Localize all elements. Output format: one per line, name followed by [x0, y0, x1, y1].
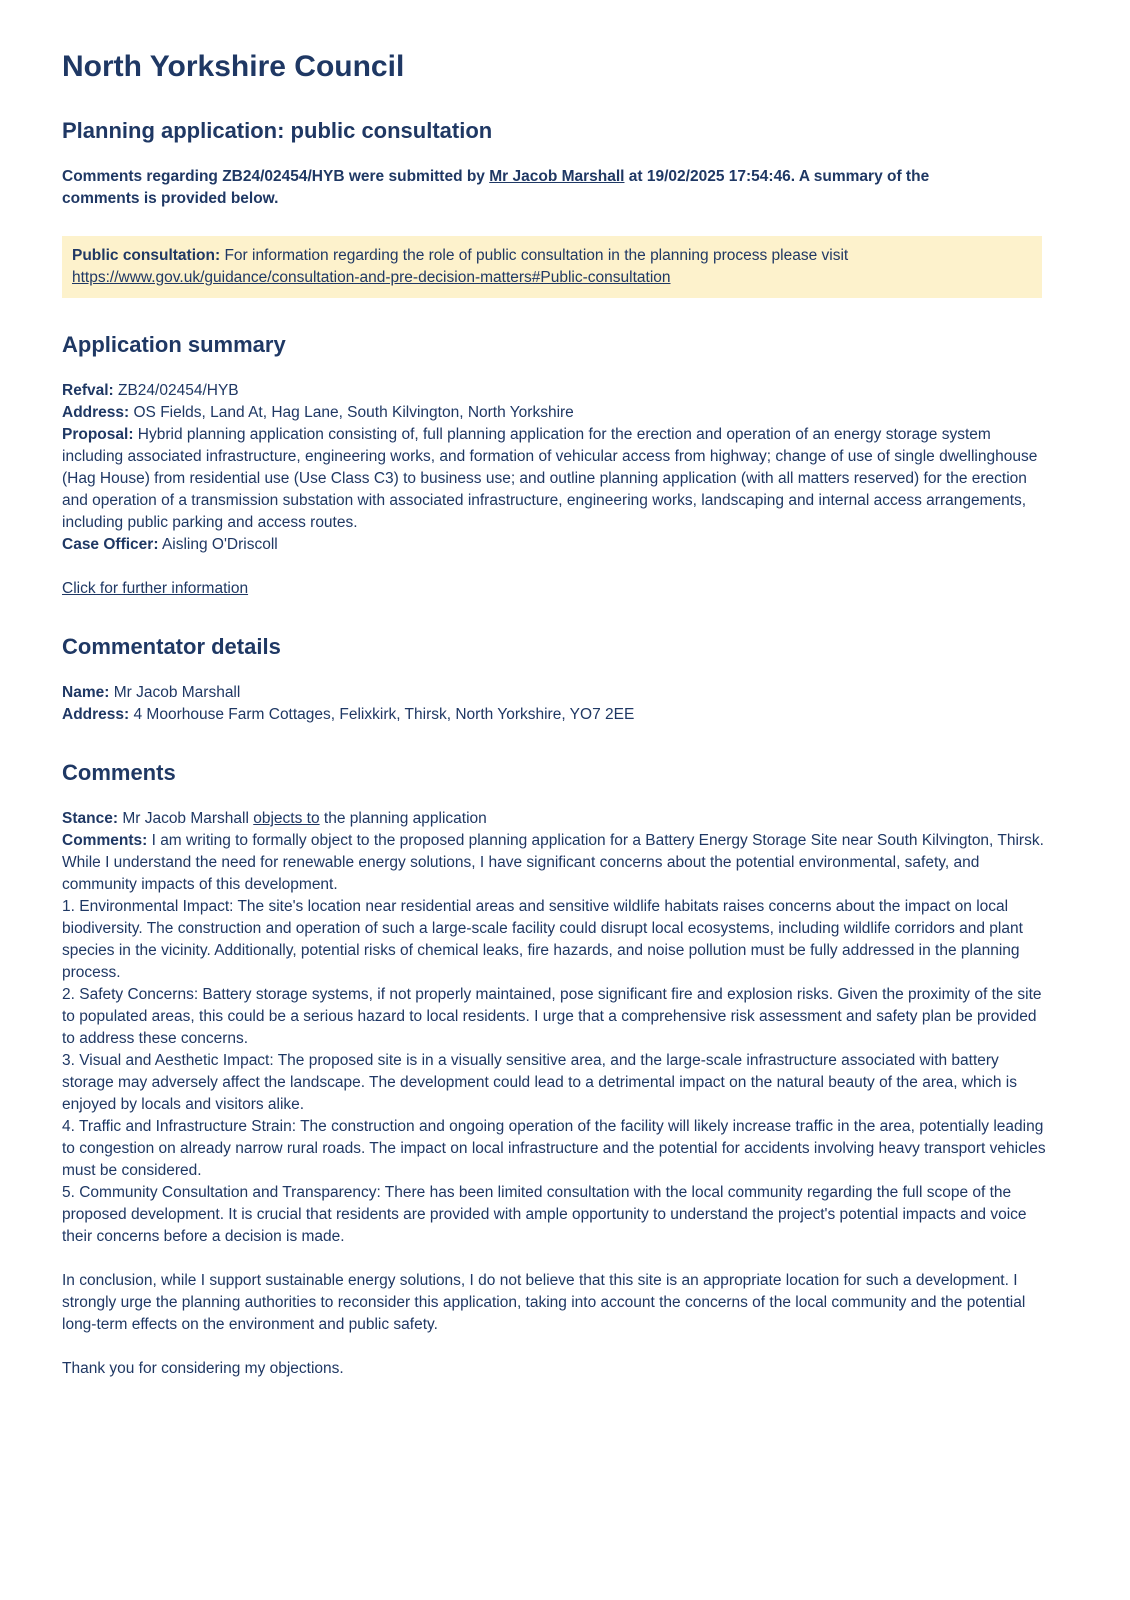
submission-summary-prefix: Comments regarding ZB24/02454/HYB were submitted by — [62, 168, 490, 185]
commentator-details-block — [62, 682, 1052, 726]
stance-label: Stance: — [62, 810, 118, 827]
comments-thanks: Thank you for considering my objections. — [62, 1360, 344, 1377]
comment-item-4: 4. Traffic and Infrastructure Strain: The construction and ongoing operation of the facility will likely increase traffic in the area, potentially leading to congestion on already narrow rural roads. The impact on local infrastructure and the potential for accidents involving heavy transport vehicles must be considered. — [62, 1118, 1046, 1179]
comment-item-1: 1. Environmental Impact: The site's location near residential areas and sensitive wildlife habitats raises concerns about the impact on local biodiversity. The construction and operation of such a large-scale facility could disrupt local ecosystems, including wildlife corridors and plant species in the vicinity. Additionally, potential risks of chemical leaks, fire hazards, and noise pollution must be fully addressed in the planning process. — [62, 898, 1023, 981]
comments-label: Comments: — [62, 832, 148, 849]
section-heading-application-summary: Application summary — [62, 332, 286, 357]
field-commentator-name-label: Name: — [62, 684, 110, 701]
field-site-address — [62, 402, 1052, 424]
notice-label: Public consultation: — [72, 247, 221, 264]
stance-prefix: Mr Jacob Marshall — [122, 810, 254, 827]
comments-intro-text: I am writing to formally object to the proposed planning application for a Battery Energy Storage Site near South Kilvington, Thirsk. While I understand the need for renewable energy solutions, I have significant concerns about the potential environmental, safety, and community impacts of this development. — [62, 832, 1044, 893]
section-heading-commentator-details: Commentator details — [62, 634, 281, 659]
field-case-officer-value: Aisling O'Driscoll — [161, 536, 278, 553]
field-commentator-address-value: 4 Moorhouse Farm Cottages, Felixkirk, Thirsk, North Yorkshire, YO7 2EE — [133, 706, 635, 723]
field-case-officer-label: Case Officer: — [62, 536, 159, 553]
field-commentator-name-value: Mr Jacob Marshall — [113, 684, 241, 701]
field-commentator-address — [62, 704, 1052, 726]
field-case-officer — [62, 534, 1052, 556]
application-summary-block — [62, 380, 1052, 600]
field-proposal — [62, 424, 1052, 534]
stance-objects-to: objects to — [253, 810, 320, 827]
comments-conclusion: In conclusion, while I support sustainable energy solutions, I do not believe that this site is an appropriate location for such a development. I strongly urge the planning authorities to reconsider this application, taking into account the concerns of the local community and the potential long-term effects on the environment and public safety. — [62, 1272, 1026, 1333]
commenter-name: Mr Jacob Marshall — [489, 168, 625, 185]
field-refval-value: ZB24/02454/HYB — [118, 382, 239, 399]
notice-text: For information regarding the role of public consultation in the planning process please visit — [224, 247, 849, 264]
section-heading-consultation: Planning application: public consultation — [62, 118, 493, 143]
comments-block — [62, 808, 1052, 1380]
further-information-link[interactable]: Click for further information — [62, 580, 249, 597]
submission-summary-suffix: at 19/02/2025 17:54:46. A summary of the comments is provided below. — [62, 168, 930, 207]
comment-item-3: 3. Visual and Aesthetic Impact: The proposed site is in a visually sensitive area, and the large-scale infrastructure associated with battery storage may adversely affect the landscape. The development could lead to a detrimental impact on the natural beauty of the area, which is enjoyed by locals and visitors alike. — [62, 1052, 1017, 1113]
field-site-address-label: Address: — [62, 404, 130, 421]
section-heading-comments: Comments — [62, 760, 176, 785]
comments-intro-line — [62, 830, 1052, 896]
comment-item-5: 5. Community Consultation and Transparency: There has been limited consultation with the local community regarding the full scope of the proposed development. It is crucial that residents are provided with ample opportunity to understand the project's potential impacts and voice their concerns before a decision is made. — [62, 1184, 1027, 1245]
field-commentator-address-label: Address: — [62, 706, 130, 723]
comment-item-2: 2. Safety Concerns: Battery storage systems, if not properly maintained, pose significant fire and explosion risks. Given the proximity of the site to populated areas, this could be a serious hazard to local residents. I urge that a comprehensive risk assessment and safety plan be provided to address these concerns. — [62, 986, 1042, 1047]
field-proposal-value: Hybrid planning application consisting of, full planning application for the erection and operation of an energy storage system including associated infrastructure, engineering works, and formation of vehicular access from highway; change of use of single dwellinghouse (Hag House) from residential use (Use Class C3) to business use; and outline planning application (with all matters reserved) for the erection and operation of a transmission substation with associated infrastructure, engineering works, landscaping and internal access arrangements, including public parking and access routes. — [62, 426, 1038, 531]
field-refval-label: Refval: — [62, 382, 114, 399]
stance-suffix: the planning application — [319, 810, 487, 827]
stance-line — [62, 808, 1052, 830]
public-consultation-notice — [62, 236, 1042, 298]
field-site-address-value: OS Fields, Land At, Hag Lane, South Kilvington, North Yorkshire — [133, 404, 574, 421]
page-title: North Yorkshire Council — [62, 50, 405, 83]
field-commentator-name — [62, 682, 1052, 704]
field-refval — [62, 380, 1052, 402]
gov-uk-consultation-link[interactable]: https://www.gov.uk/guidance/consultation-and-pre-decision-matters#Public-consultation — [72, 269, 671, 286]
field-proposal-label: Proposal: — [62, 426, 134, 443]
submission-summary — [62, 166, 982, 210]
